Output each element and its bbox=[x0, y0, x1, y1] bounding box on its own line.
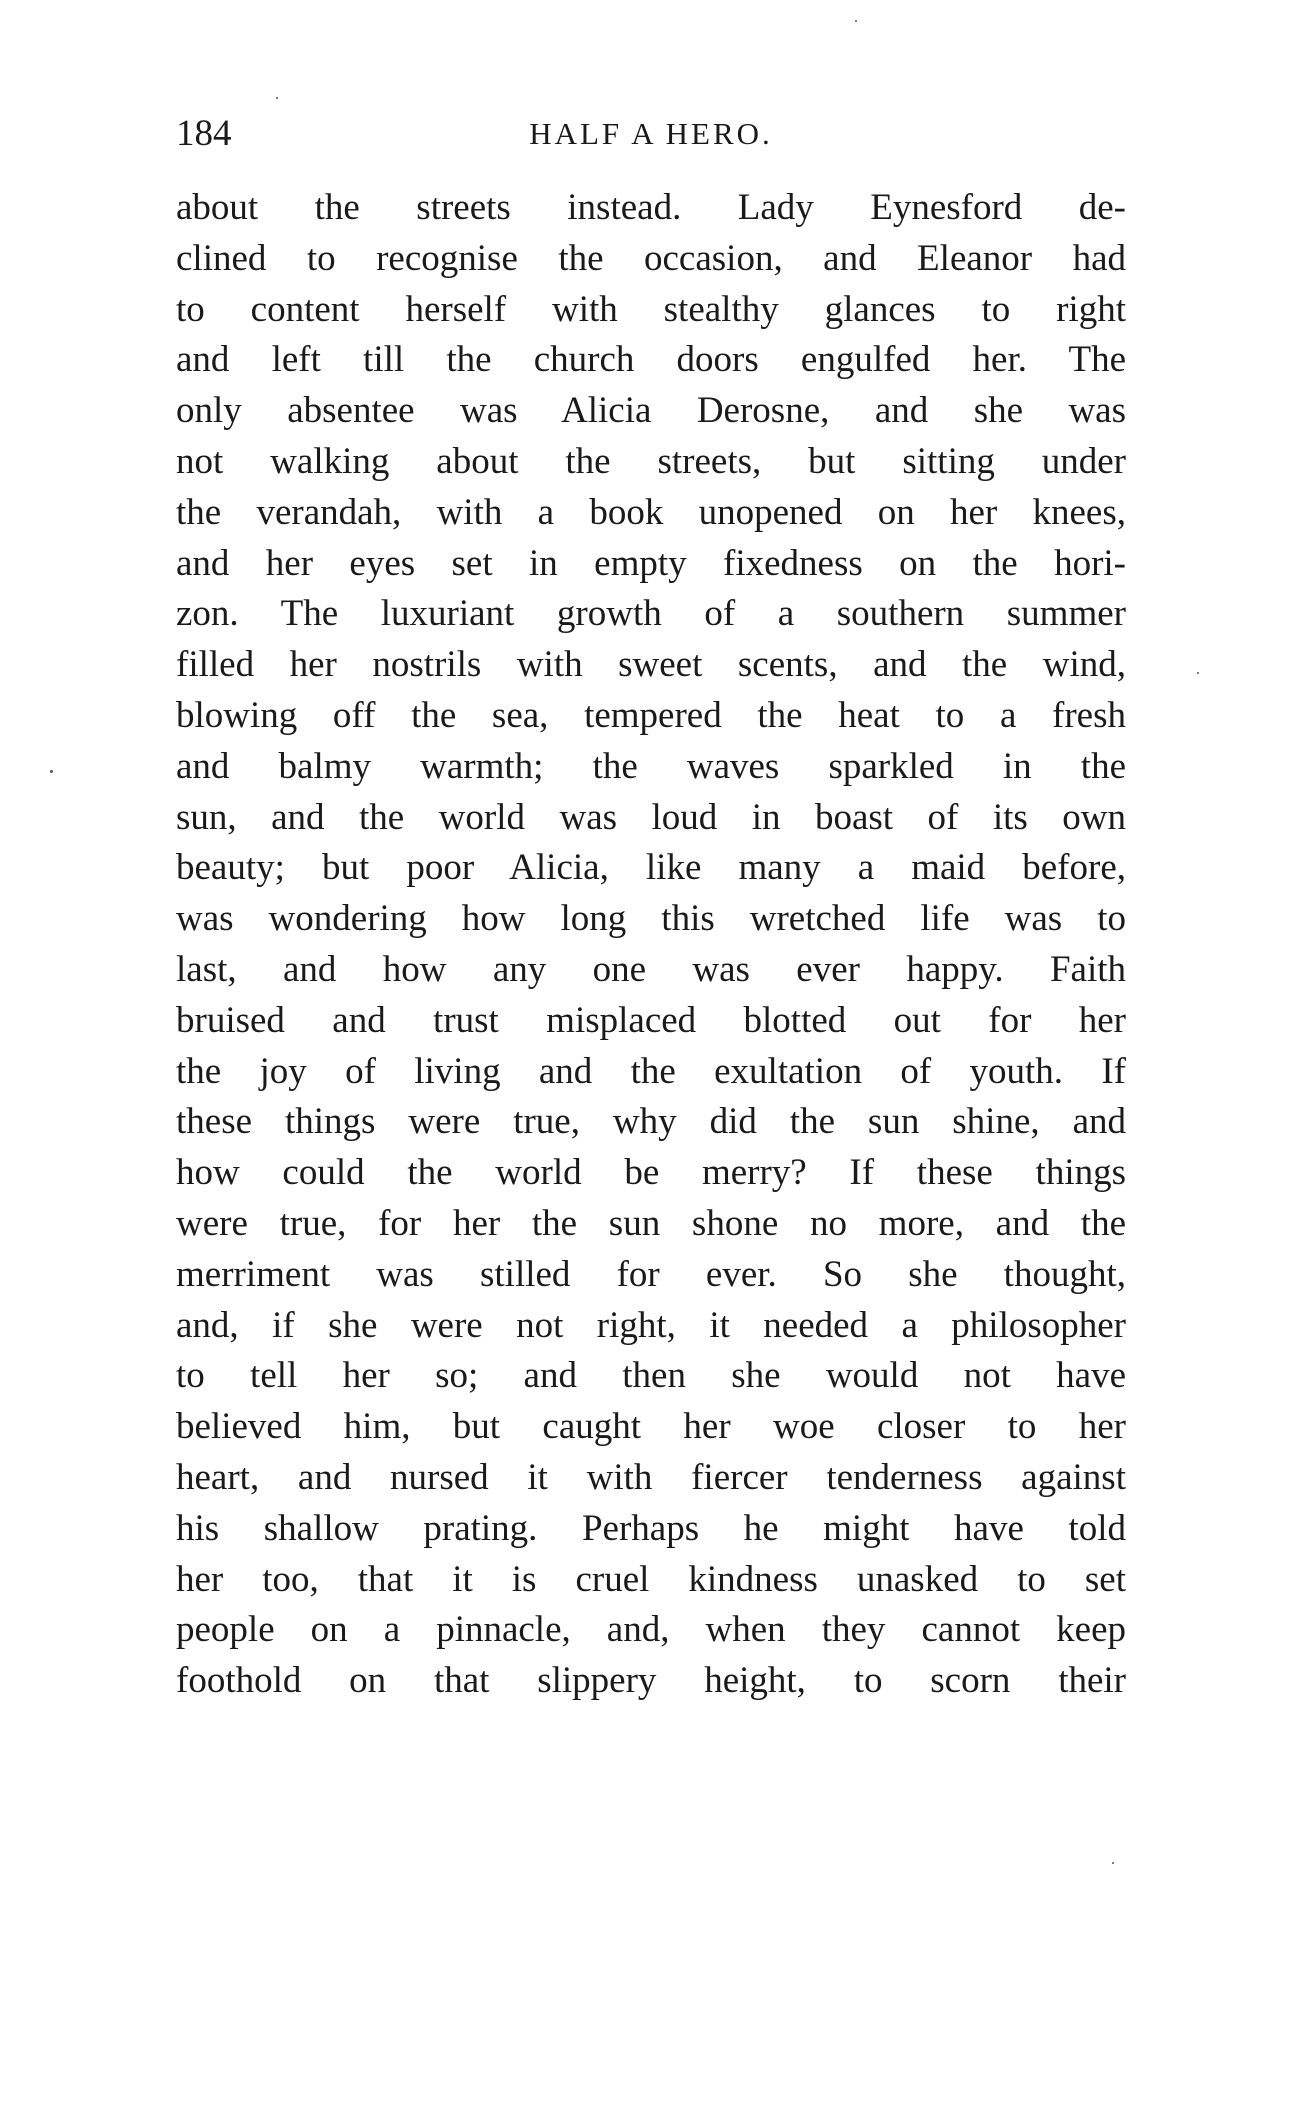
text-line: about the streets instead. Lady Eynesford de- bbox=[176, 187, 1126, 228]
text-line: and left till the church doors engulfed her. The bbox=[176, 339, 1126, 381]
text-line: was wondering how long this wretched life was to bbox=[176, 898, 1126, 940]
text-line: were true, for her the sun shone no more, and the bbox=[176, 1202, 1126, 1244]
text-line: and balmy warmth; the waves sparkled in the bbox=[176, 745, 1126, 787]
text-line: and her eyes set in empty fixedness on the hori- bbox=[176, 542, 1126, 584]
paper-speck bbox=[276, 97, 278, 99]
page-header bbox=[176, 108, 1126, 160]
text-line: beauty; but poor Alicia, like many a maid before, bbox=[176, 847, 1126, 889]
text-line: believed him, but caught her woe closer to her bbox=[176, 1406, 1126, 1448]
text-line: only absentee was Alicia Derosne, and she was bbox=[176, 390, 1126, 432]
text-line: clined to recognise the occasion, and Eleanor had bbox=[176, 237, 1126, 279]
text-line: bruised and trust misplaced blotted out for her bbox=[176, 999, 1126, 1041]
text-line: to content herself with stealthy glances to right bbox=[176, 288, 1126, 330]
paper-speck bbox=[50, 770, 53, 773]
running-title: HALF A HERO. bbox=[529, 116, 773, 151]
text-line: zon. The luxuriant growth of a southern summer bbox=[176, 593, 1126, 635]
text-line: to tell her so; and then she would not have bbox=[176, 1355, 1126, 1397]
text-line: last, and how any one was ever happy. Faith bbox=[176, 948, 1126, 990]
text-line: foothold on that slippery height, to scorn their bbox=[176, 1660, 1126, 1702]
text-line: the verandah, with a book unopened on her knees, bbox=[176, 491, 1126, 533]
text-line: not walking about the streets, but sitting under bbox=[176, 440, 1126, 482]
text-line: her too, that it is cruel kindness unasked to set bbox=[176, 1558, 1126, 1600]
page-number: 184 bbox=[176, 113, 232, 154]
text-line: the joy of living and the exultation of youth. If bbox=[176, 1050, 1126, 1092]
text-line: heart, and nursed it with fiercer tenderness against bbox=[176, 1456, 1126, 1498]
text-line: these things were true, why did the sun shine, and bbox=[176, 1101, 1126, 1143]
paper-speck bbox=[1112, 1862, 1114, 1864]
paper-speck bbox=[855, 20, 857, 22]
text-line: people on a pinnacle, and, when they cannot keep bbox=[176, 1609, 1126, 1651]
text-line: his shallow prating. Perhaps he might have told bbox=[176, 1507, 1126, 1549]
text-line: how could the world be merry? If these things bbox=[176, 1152, 1126, 1194]
body-text bbox=[176, 183, 1126, 1707]
text-line: blowing off the sea, tempered the heat to a fresh bbox=[176, 694, 1126, 736]
text-line: and, if she were not right, it needed a philosopher bbox=[176, 1304, 1126, 1346]
text-line: sun, and the world was loud in boast of its own bbox=[176, 796, 1126, 838]
text-line: merriment was stilled for ever. So she thought, bbox=[176, 1253, 1126, 1295]
paper-speck bbox=[1197, 672, 1199, 674]
text-line: filled her nostrils with sweet scents, and the wind, bbox=[176, 644, 1126, 686]
